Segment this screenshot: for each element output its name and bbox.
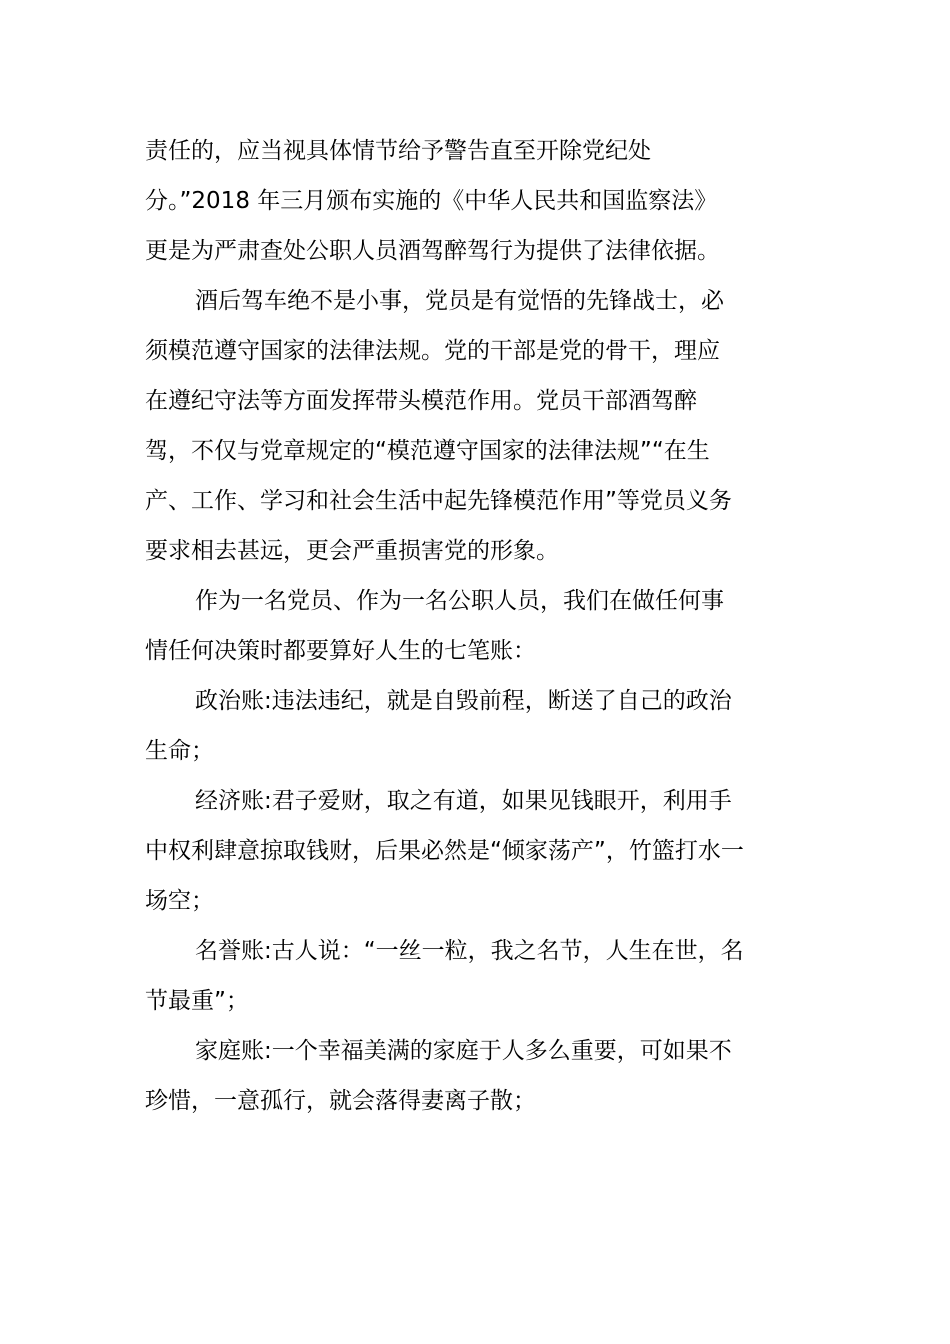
paragraph-first-line: 酒后驾车绝不是小事，党员是有觉悟的先锋战士，必: [195, 288, 724, 314]
paragraph-first-line: 经济账:君子爱财，取之有道，如果见钱眼开，利用手: [195, 788, 732, 814]
paragraph-first-line: 作为一名党员、作为一名公职人员，我们在做任何事: [195, 588, 724, 614]
text-line: 生命；: [145, 738, 214, 764]
text-line: 产、工作、学习和社会生活中起先锋模范作用”等党员义务: [145, 488, 732, 514]
text-line: 情任何决策时都要算好人生的七笔账：: [145, 638, 536, 664]
text-line: 须模范遵守国家的法律法规。党的干部是党的骨干，理应: [145, 338, 720, 364]
paragraph-first-line: 名誉账:古人说：“一丝一粒，我之名节，人生在世，名: [195, 938, 744, 964]
paragraph-first-line: 家庭账:一个幸福美满的家庭于人多么重要，可如果不: [195, 1038, 732, 1064]
text-line: 责任的，应当视具体情节给予警告直至开除党纪处: [145, 138, 651, 164]
document-body: [145, 126, 805, 1126]
text-line: 珍惜，一意孤行，就会落得妻离子散；: [145, 1088, 536, 1114]
paragraph-first-line: 政治账:违法违纪，就是自毁前程，断送了自己的政治: [195, 688, 732, 714]
text-line: 场空；: [145, 888, 214, 914]
text-line: 在遵纪守法等方面发挥带头模范作用。党员干部酒驾醉: [145, 388, 697, 414]
text-line: 分。”2018 年三月颁布实施的《中华人民共和国监察法》: [145, 188, 718, 214]
text-line: 更是为严肃查处公职人员酒驾醉驾行为提供了法律依据。: [145, 238, 720, 264]
text-line: 驾，不仅与党章规定的“模范遵守国家的法律法规”“在生: [145, 438, 710, 464]
text-line: 要求相去甚远，更会严重损害党的形象。: [145, 538, 559, 564]
text-line: 节最重”；: [145, 988, 249, 1014]
text-line: 中权利肆意掠取钱财，后果必然是“倾家荡产”，竹篮打水一: [145, 838, 744, 864]
